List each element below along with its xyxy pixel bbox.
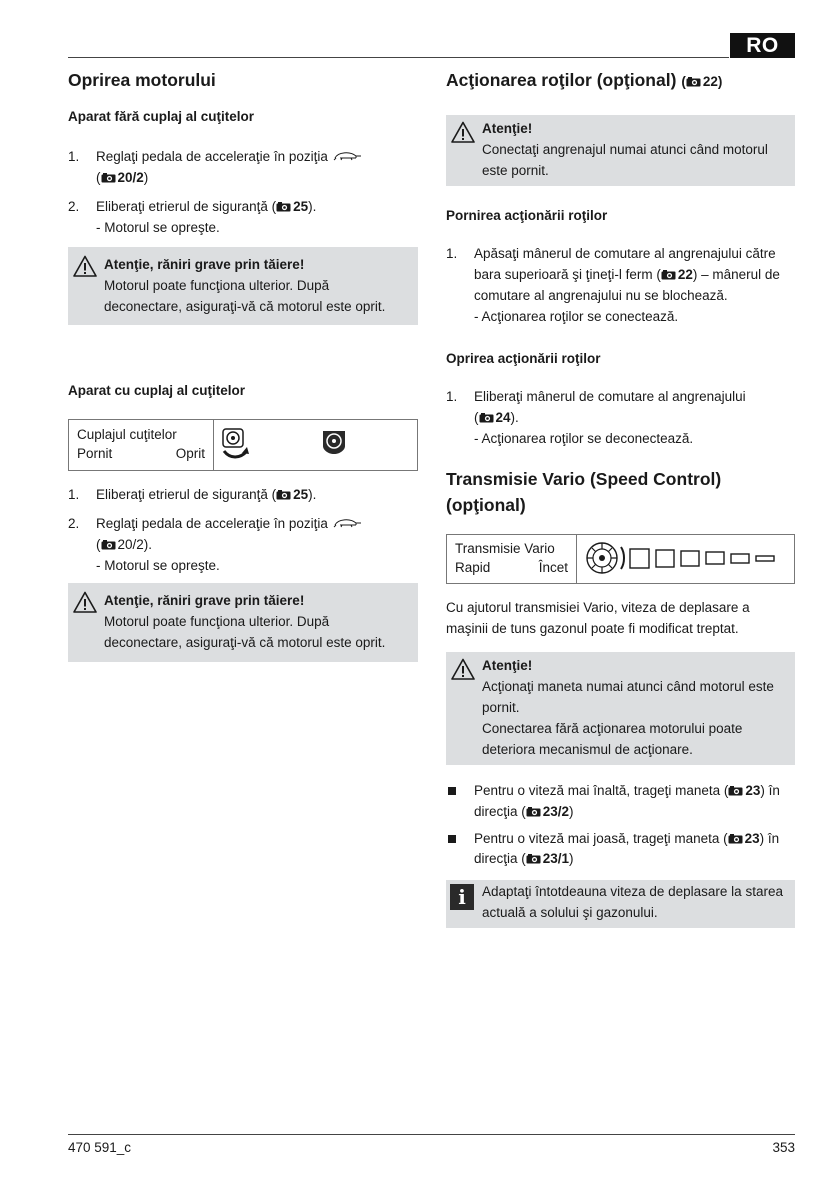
blade-clutch-label-cell [69, 420, 214, 470]
vario-label: Transmisie Vario [455, 541, 555, 557]
figure-ref: 25 [293, 198, 309, 214]
figure-ref: 23 [745, 782, 761, 798]
figure-ref: 22 [702, 74, 718, 89]
step-text-close: ). [308, 198, 317, 214]
warning-icon [73, 591, 97, 613]
figure-ref: 20/2 [117, 169, 144, 185]
section-title-wheel-drive [446, 67, 795, 95]
blade-clutch-icons-cell [214, 420, 417, 470]
warning-text: Conectarea fără acţionarea motorului poate deteriora mecanismul de acţionare. [482, 720, 743, 757]
camera-ref-icon [101, 540, 116, 550]
header-rule [68, 57, 729, 58]
info-box [446, 880, 795, 928]
step-number: 1. [68, 149, 80, 164]
footer-page-number: 353 [772, 1140, 795, 1155]
camera-ref-icon [728, 834, 743, 844]
step-text: Reglaţi pedala de acceleraţie în poziţia [96, 149, 328, 164]
info-text: Adaptaţi întotdeauna viteza de deplasare la starea actuală a solului şi gazonului. [482, 884, 783, 921]
step-2: 2. Reglaţi pedala de acceleraţie în poziţia ( 20/2). - Motorul se opreşte. [68, 514, 418, 577]
warning-box [68, 583, 418, 662]
step-1: 1. Reglaţi pedala de acceleraţie în poziţia ( 20/2) [68, 147, 418, 189]
vario-table [446, 534, 795, 584]
figure-ref: 23 [744, 830, 760, 846]
camera-ref-icon [101, 173, 116, 183]
step-number: 1. [68, 487, 80, 503]
warning-heading: Atenţie! [482, 658, 533, 674]
vario-speed-scale-icon [585, 541, 785, 577]
bullet-text-cont: ) în direcţia ( [474, 830, 780, 867]
list-item [446, 781, 795, 823]
camera-ref-icon [728, 786, 743, 796]
turtle-icon [332, 150, 364, 162]
step-result: - Acţionarea roţilor se conectează. [474, 308, 679, 324]
camera-ref-icon [686, 77, 701, 87]
camera-ref-icon [276, 202, 291, 212]
step-text-cont: ) – mânerul de comutare al angrenajului nu se blochează. [474, 266, 780, 303]
figure-ref: 20/2 [117, 537, 144, 553]
step-text: Eliberaţi mânerul de comutare al angrenajului [474, 389, 746, 405]
language-tab: RO [730, 33, 795, 58]
bullet-square [448, 835, 456, 843]
section-title-text: Acţionarea roţilor (opţional) [446, 70, 677, 90]
subheading-no-blade-clutch: Aparat fără cuplaj al cuţitelor [68, 109, 255, 124]
figure-ref: 22 [677, 266, 693, 282]
camera-ref-icon [276, 490, 291, 500]
vario-icons-cell [577, 535, 794, 583]
figure-ref: 25 [293, 487, 309, 503]
step-result: - Motorul se opreşte. [96, 219, 220, 235]
warning-heading: Atenţie, răniri grave prin tăiere! [104, 256, 305, 272]
camera-ref-icon [526, 854, 541, 864]
warning-text: Conectaţi angrenajul numai atunci când motorul este pornit. [482, 141, 768, 178]
camera-ref-icon [479, 413, 494, 423]
warning-text: Motorul poate funcţiona ulterior. După deconectare, asiguraţi-vă că motorul este oprit. [104, 277, 386, 314]
figure-ref: 23/1 [542, 851, 570, 867]
step-result: - Acţionarea roţilor se deconectează. [474, 431, 694, 447]
step-text: Eliberaţi etrierul de siguranţă ( [96, 198, 277, 214]
step-number: 1. [446, 245, 458, 261]
subheading-start-wheel-drive: Pornirea acţionării roţilor [446, 207, 608, 223]
bullet-text: Pentru o viteză mai înaltă, trageţi maneta ( [474, 782, 729, 798]
step-1 [446, 244, 795, 328]
step-text-close: ). [143, 537, 153, 553]
figure-ref: 23/2 [542, 803, 570, 819]
step-text: Apăsaţi mânerul de comutare al angrenajului către bara superioară şi ţineţi-l ferm ( [474, 245, 776, 282]
step-1 [68, 485, 418, 506]
bullet-text-close: ) [569, 851, 574, 867]
subheading-stop-wheel-drive: Oprirea acţionării roţilor [446, 351, 601, 367]
warning-text: Acţionaţi maneta numai atunci când motorul este pornit. [482, 678, 774, 715]
blade-clutch-off-icon [320, 428, 348, 456]
camera-ref-icon [526, 807, 541, 817]
camera-ref-icon [661, 270, 676, 280]
warning-icon [451, 658, 475, 680]
step-text: Reglaţi pedala de acceleraţie în poziţia [96, 516, 328, 532]
warning-icon [451, 121, 475, 143]
vario-slow-label: Încet [538, 560, 568, 576]
warning-box [446, 115, 795, 186]
step-number: 2. [68, 198, 80, 214]
footer-rule [68, 1134, 795, 1135]
section-title-vario: Transmisie Vario (Speed Control) (opţional) [446, 469, 722, 516]
info-icon: i [450, 884, 474, 910]
bullet-text: Pentru o viteză mai joasă, trageţi maneta ( [474, 830, 728, 846]
clutch-off-label: Oprit [175, 446, 205, 462]
subheading-with-blade-clutch: Aparat cu cuplaj al cuţitelor [68, 383, 246, 399]
step-text-close: ). [308, 487, 317, 503]
warning-box [446, 652, 795, 765]
turtle-icon [332, 517, 364, 529]
step-result: - Motorul se opreşte. [96, 558, 220, 574]
warning-text: Motorul poate funcţiona ulterior. După deconectare, asiguraţi-vă că motorul este oprit. [104, 614, 386, 650]
vario-fast-label: Rapid [455, 560, 491, 576]
bullet-text-close: ) [569, 803, 574, 819]
warning-box [68, 247, 418, 326]
step-number: 2. [68, 516, 80, 532]
clutch-on-label: Pornit [77, 446, 113, 462]
title-ref: ( 22) [681, 74, 723, 89]
step-number: 1. [446, 389, 458, 405]
warning-heading: Atenţie, răniri grave prin tăiere! [104, 593, 305, 609]
warning-icon [73, 255, 97, 277]
left-column [68, 65, 418, 662]
right-column [446, 65, 795, 928]
blade-clutch-table [68, 419, 418, 471]
section-title-stop-engine: Oprirea motorului [68, 70, 216, 90]
step-text: Eliberaţi etrierul de siguranţă ( [96, 487, 277, 503]
footer-doc-id: 470 591_c [68, 1140, 132, 1155]
vario-label-cell [447, 535, 577, 583]
step-2 [68, 197, 418, 239]
blade-clutch-label: Cuplajul cuţitelor [77, 427, 177, 443]
warning-heading: Atenţie! [482, 121, 533, 136]
vario-paragraph: Cu ajutorul transmisiei Vario, viteza de deplasare a maşinii de tuns gazonul poate fi modificat treptat. [446, 600, 750, 637]
figure-ref: 24 [495, 410, 511, 426]
bullet-text-cont: ) în direcţia ( [474, 782, 780, 819]
bullet-square [448, 787, 456, 795]
blade-clutch-on-icon [220, 427, 252, 461]
list-item [446, 829, 795, 871]
step-1: 1. Eliberaţi mânerul de comutare al angrenajului ( 24). - Acţionarea roţilor se deconectează. [446, 387, 795, 450]
step-text-close: ). [510, 410, 519, 426]
